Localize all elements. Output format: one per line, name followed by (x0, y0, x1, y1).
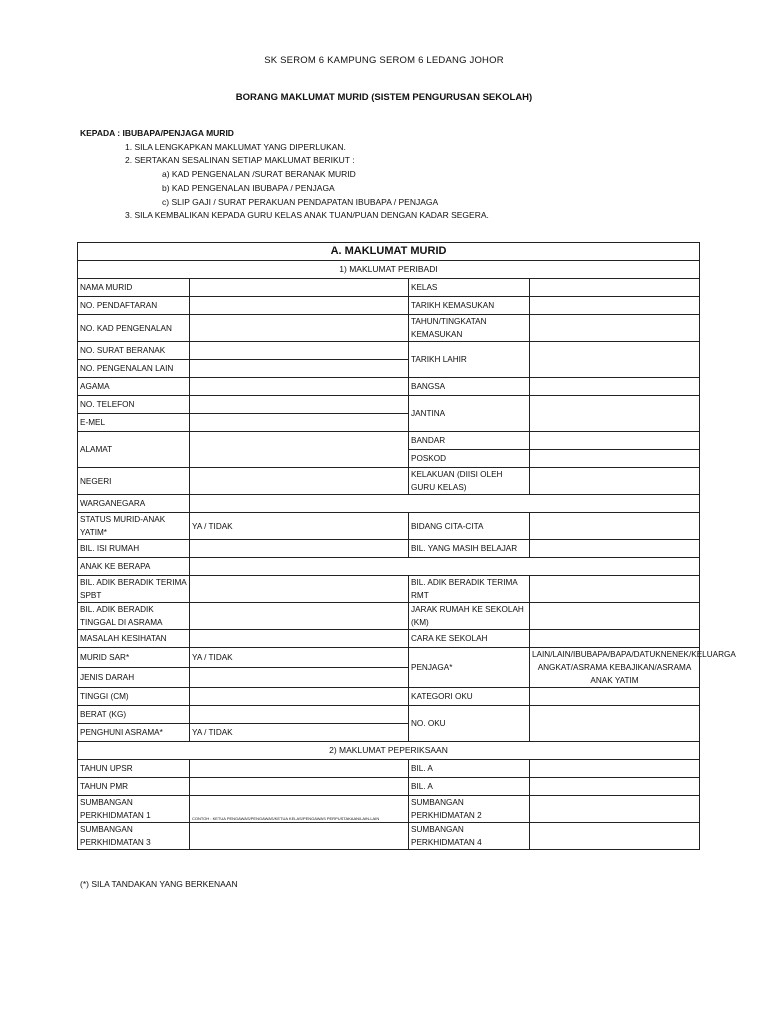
label-kelakuan: KELAKUAN (DIISI OLEH GURU KELAS) (409, 468, 530, 495)
label-no-kad-pengenalan: NO. KAD PENGENALAN (78, 315, 190, 342)
footnote: (*) SILA TANDAKAN YANG BERKENAAN (80, 879, 238, 889)
field-cara-ke-sekolah[interactable] (530, 630, 700, 648)
label-warganegara: WARGANEGARA (78, 495, 190, 513)
label-no-telefon: NO. TELEFON (78, 396, 190, 414)
field-bil-a-upsr[interactable] (530, 760, 700, 778)
label-tinggi: TINGGI (CM) (78, 688, 190, 706)
label-bil-a-pmr: BIL. A (409, 778, 530, 796)
field-alamat[interactable] (190, 432, 409, 468)
label-cara-ke-sekolah: CARA KE SEKOLAH (409, 630, 530, 648)
recipient-line: KEPADA : IBUBAPA/PENJAGA MURID (80, 128, 234, 138)
label-status-yatim: STATUS MURID-ANAK YATIM* (78, 513, 190, 540)
label-berat: BERAT (KG) (78, 706, 190, 724)
label-adik-asrama: BIL. ADIK BERADIK TINGGAL DI ASRAMA (78, 603, 190, 630)
label-bil-masih-belajar: BIL. YANG MASIH BELAJAR (409, 540, 530, 558)
label-masalah-kesihatan: MASALAH KESIHATAN (78, 630, 190, 648)
field-no-pengenalan-lain[interactable] (190, 360, 409, 378)
label-poskod: POSKOD (409, 450, 530, 468)
field-anak-ke[interactable] (190, 558, 700, 576)
label-tarikh-lahir: TARIKH LAHIR (409, 342, 530, 378)
label-kategori-oku: KATEGORI OKU (409, 688, 530, 706)
exam-info-header: 2) MAKLUMAT PEPERIKSAAN (78, 742, 700, 760)
field-kategori-oku[interactable] (530, 688, 700, 706)
student-info-table (77, 242, 736, 850)
label-adik-spbt: BIL. ADIK BERADIK TERIMA SPBT (78, 576, 190, 603)
label-sumbangan-2: SUMBANGAN PERKHIDMATAN 2 (409, 796, 530, 823)
label-tahun-upsr: TAHUN UPSR (78, 760, 190, 778)
field-bil-isi-rumah[interactable] (190, 540, 409, 558)
field-poskod[interactable] (530, 450, 700, 468)
label-alamat: ALAMAT (78, 432, 190, 468)
label-sumbangan-1: SUMBANGAN PERKHIDMATAN 1 (78, 796, 190, 823)
school-name: SK SEROM 6 KAMPUNG SEROM 6 LEDANG JOHOR (264, 55, 504, 66)
instruction-2b: b) KAD PENGENALAN IBUBAPA / PENJAGA (162, 182, 335, 193)
field-adik-asrama[interactable] (190, 603, 409, 630)
label-penjaga: PENJAGA* (409, 648, 530, 688)
label-sumbangan-4: SUMBANGAN PERKHIDMATAN 4 (409, 823, 530, 850)
label-bangsa: BANGSA (409, 378, 530, 396)
field-no-pendaftaran[interactable] (190, 297, 409, 315)
field-no-surat-beranak[interactable] (190, 342, 409, 360)
field-jenis-darah[interactable] (190, 668, 409, 688)
sumbangan-example-text: CONTOH : KETUA PENGAWAS/PENGAWAS/KETUA KELAS/PENGAWAS PERPUSTAKAAN/LAIN-LAIN (192, 816, 380, 821)
label-emel: E-MEL (78, 414, 190, 432)
label-bidang-cita: BIDANG CITA-CITA (409, 513, 530, 540)
field-bangsa[interactable] (530, 378, 700, 396)
label-jantina: JANTINA (409, 396, 530, 432)
field-agama[interactable] (190, 378, 409, 396)
label-tahun-pmr: TAHUN PMR (78, 778, 190, 796)
option-penjaga[interactable]: LAIN/LAIN/IBUBAPA/BAPA/DATUKNENEK/KELUARGA ANGKAT/ASRAMA KEBAJIKAN/ASRAMA ANAK YATIM (530, 648, 700, 688)
label-no-pendaftaran: NO. PENDAFTARAN (78, 297, 190, 315)
field-kelakuan[interactable] (530, 468, 700, 495)
label-bandar: BANDAR (409, 432, 530, 450)
option-asrama-ya-tidak[interactable]: YA / TIDAK (190, 724, 409, 742)
label-nama-murid: NAMA MURID (78, 279, 190, 297)
field-tahun-upsr[interactable] (190, 760, 409, 778)
field-tarikh-kemasukan[interactable] (530, 297, 700, 315)
field-jarak-rumah[interactable] (530, 603, 700, 630)
label-negeri: NEGERI (78, 468, 190, 495)
instructions (80, 127, 720, 223)
field-no-kad-pengenalan[interactable] (190, 315, 409, 342)
section-a-header: A. MAKLUMAT MURID (78, 243, 700, 261)
field-negeri[interactable] (190, 468, 409, 495)
field-no-telefon[interactable] (190, 396, 409, 414)
field-bil-masih-belajar[interactable] (530, 540, 700, 558)
field-adik-spbt[interactable] (190, 576, 409, 603)
form-title: BORANG MAKLUMAT MURID (SISTEM PENGURUSAN SEKOLAH) (235, 92, 533, 103)
label-no-surat-beranak: NO. SURAT BERANAK (78, 342, 190, 360)
label-jenis-darah: JENIS DARAH (78, 668, 190, 688)
instruction-2a: a) KAD PENGENALAN /SURAT BERANAK MURID (162, 169, 356, 180)
field-no-oku[interactable] (530, 706, 700, 742)
label-bil-a-upsr: BIL. A (409, 760, 530, 778)
field-tahun-tingkatan[interactable] (530, 315, 700, 342)
field-sumbangan-3[interactable] (190, 823, 409, 850)
label-anak-ke: ANAK KE BERAPA (78, 558, 190, 576)
label-no-pengenalan-lain: NO. PENGENALAN LAIN (78, 360, 190, 378)
field-bidang-cita[interactable] (530, 513, 700, 540)
field-masalah-kesihatan[interactable] (190, 630, 409, 648)
field-emel[interactable] (190, 414, 409, 432)
instruction-3: 3. SILA KEMBALIKAN KEPADA GURU KELAS ANAK TUAN/PUAN DENGAN KADAR SEGERA. (125, 210, 489, 221)
label-adik-rmt: BIL. ADIK BERADIK TERIMA RMT (409, 576, 530, 603)
option-sar-ya-tidak[interactable]: YA / TIDAK (190, 648, 409, 668)
field-sumbangan-2[interactable] (530, 796, 700, 823)
label-no-oku: NO. OKU (409, 706, 530, 742)
label-kelas: KELAS (409, 279, 530, 297)
option-yatim-ya-tidak[interactable]: YA / TIDAK (190, 513, 409, 540)
field-sumbangan-1[interactable] (190, 796, 409, 823)
label-tarikh-kemasukan: TARIKH KEMASUKAN (409, 297, 530, 315)
instruction-1: 1. SILA LENGKAPKAN MAKLUMAT YANG DIPERLUKAN. (125, 141, 346, 152)
field-tahun-pmr[interactable] (190, 778, 409, 796)
field-jantina[interactable] (530, 396, 700, 432)
field-sumbangan-4[interactable] (530, 823, 700, 850)
label-sumbangan-3: SUMBANGAN PERKHIDMATAN 3 (78, 823, 190, 850)
label-bil-isi-rumah: BIL. ISI RUMAH (78, 540, 190, 558)
label-jarak-rumah: JARAK RUMAH KE SEKOLAH (KM) (409, 603, 530, 630)
instruction-2c: c) SLIP GAJI / SURAT PERAKUAN PENDAPATAN IBUBAPA / PENJAGA (162, 196, 439, 207)
label-agama: AGAMA (78, 378, 190, 396)
label-penghuni-asrama: PENGHUNI ASRAMA* (78, 724, 190, 742)
field-berat[interactable] (190, 706, 409, 724)
field-nama-murid[interactable] (190, 279, 409, 297)
label-tahun-tingkatan: TAHUN/TINGKATAN KEMASUKAN (409, 315, 530, 342)
field-kelas[interactable] (530, 279, 700, 297)
field-bandar[interactable] (530, 432, 700, 450)
field-bil-a-pmr[interactable] (530, 778, 700, 796)
field-tinggi[interactable] (190, 688, 409, 706)
field-warganegara[interactable] (190, 495, 700, 513)
label-murid-sar: MURID SAR* (78, 648, 190, 668)
field-tarikh-lahir[interactable] (530, 342, 700, 378)
instruction-2: 2. SERTAKAN SESALINAN SETIAP MAKLUMAT BERIKUT : (125, 155, 355, 166)
personal-info-header: 1) MAKLUMAT PERIBADI (78, 261, 700, 279)
field-adik-rmt[interactable] (530, 576, 700, 603)
